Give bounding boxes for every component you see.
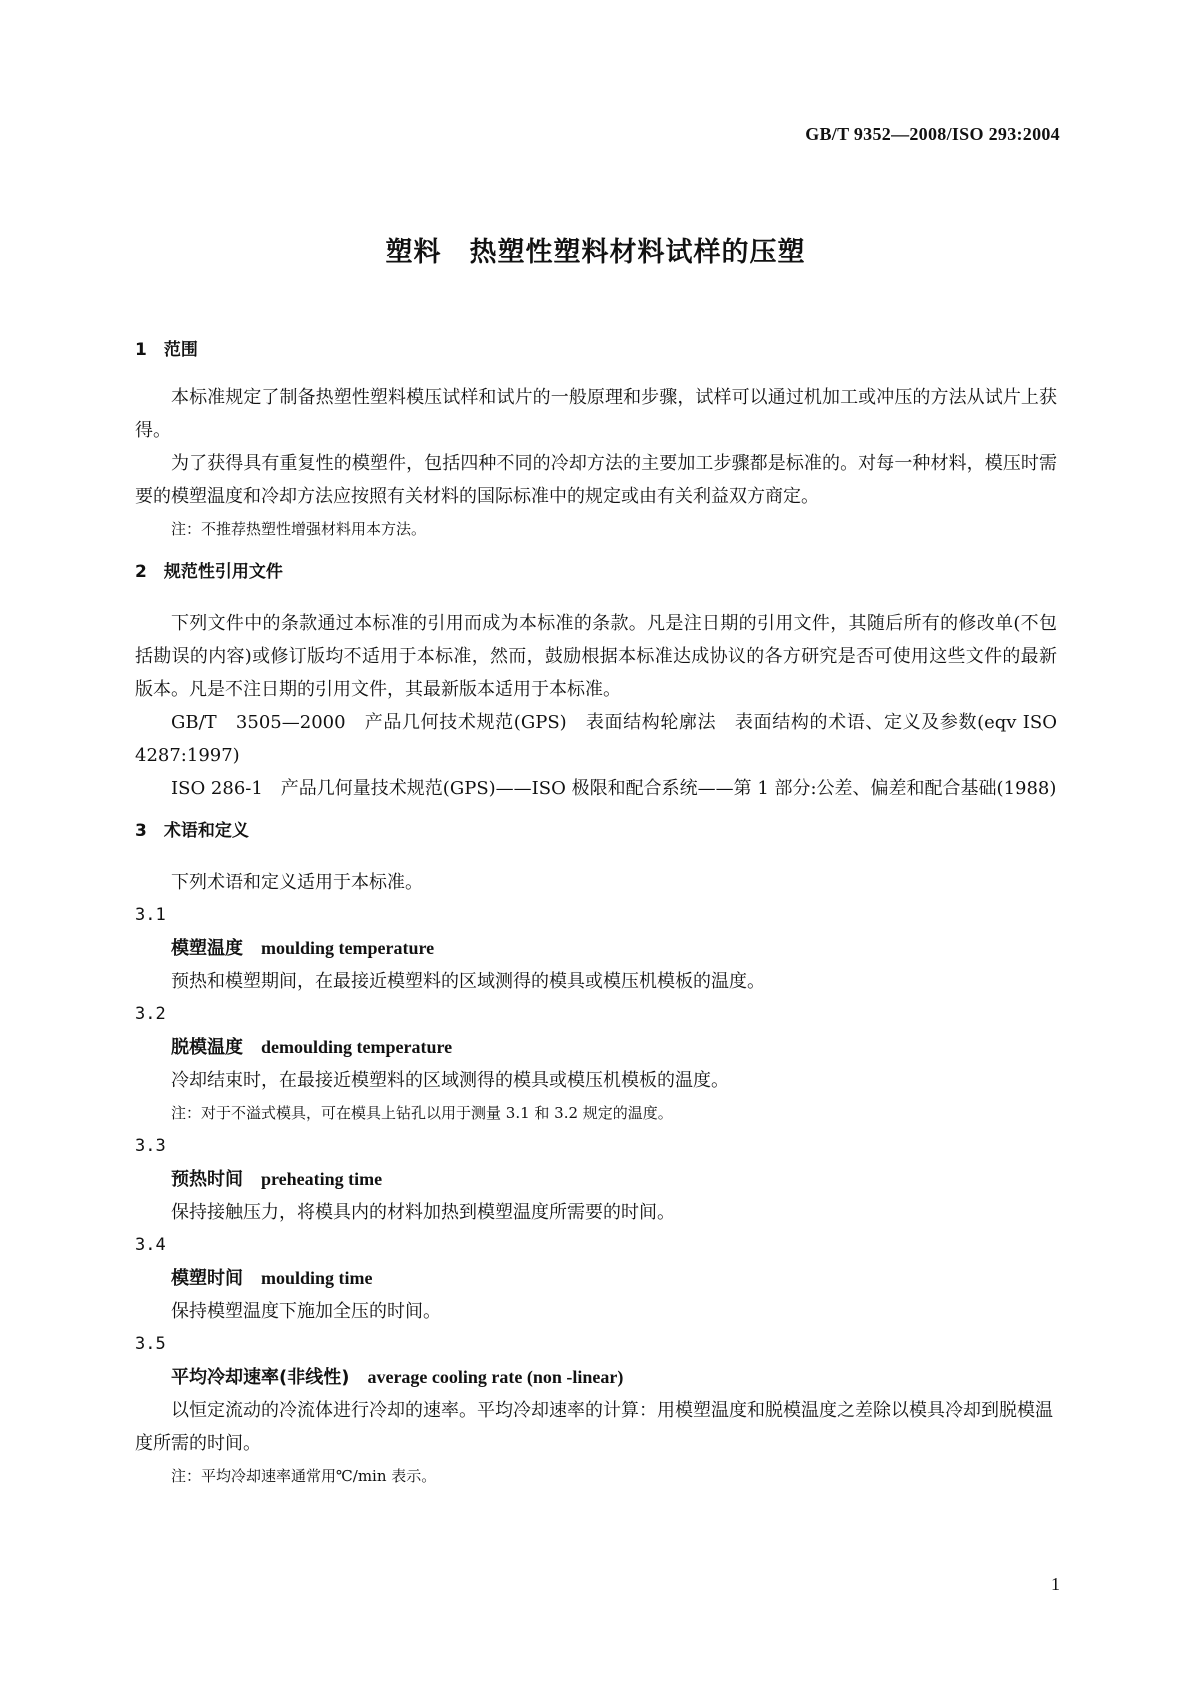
page-number: 1 bbox=[1051, 1574, 1060, 1594]
term-definition: 预热和模塑期间，在最接近模塑料的区域测得的模具或模压机模板的温度。 bbox=[171, 971, 765, 992]
term-name-en: moulding temperature bbox=[261, 938, 435, 958]
term-definition: 保持模塑温度下施加全压的时间。 bbox=[171, 1301, 441, 1322]
section-3-intro: 下列术语和定义适用于本标准。 bbox=[171, 872, 423, 893]
term-name-en: moulding time bbox=[261, 1268, 373, 1288]
term-number: 3.3 bbox=[135, 1136, 166, 1156]
term-note: 注：平均冷却速率通常用℃/min 表示。 bbox=[171, 1467, 437, 1485]
section-2-heading: 2 规范性引用文件 bbox=[135, 562, 283, 582]
section-1-paragraph-2: 为了获得具有重复性的模塑件，包括四种不同的冷却方法的主要加工步骤都是标准的。对每一种材料，模压时需要的模塑温度和冷却方法应按照有关材料的国际标准中的规定或由有关利益双方商定。 bbox=[135, 453, 1057, 507]
term-definition: 保持接触压力，将模具内的材料加热到模塑温度所需要的时间。 bbox=[171, 1202, 675, 1223]
section-1-heading: 1 范围 bbox=[135, 340, 198, 360]
term-note: 注：对于不溢式模具，可在模具上钻孔以用于测量 3.1 和 3.2 规定的温度。 bbox=[171, 1104, 673, 1122]
term-name bbox=[135, 932, 1057, 965]
section-3-heading: 3 术语和定义 bbox=[135, 821, 249, 841]
term-name-en: demoulding temperature bbox=[261, 1037, 453, 1057]
term-number: 3.5 bbox=[135, 1334, 166, 1354]
term-name bbox=[135, 1031, 1057, 1064]
document-body bbox=[135, 334, 1057, 1493]
term-name-cn: 脱模温度 bbox=[171, 1037, 243, 1058]
section-1-note: 注：不推荐热塑性增强材料用本方法。 bbox=[171, 520, 427, 538]
reference-gbt-3505: GB/T 3505—2000 产品几何技术规范(GPS) 表面结构轮廓法 表面结构的术语、定义及参数(eqv ISO 4287:1997) bbox=[135, 712, 1057, 766]
term-number: 3.1 bbox=[135, 905, 166, 925]
term-name-cn: 预热时间 bbox=[171, 1169, 243, 1190]
term-name-en: average cooling rate (non -linear) bbox=[367, 1367, 624, 1387]
term-name bbox=[135, 1361, 1057, 1394]
term-name-cn: 平均冷却速率(非线性) bbox=[171, 1367, 350, 1388]
term-number: 3.2 bbox=[135, 1004, 166, 1024]
section-1-paragraph-1: 本标准规定了制备热塑性塑料模压试样和试片的一般原理和步骤，试样可以通过机加工或冲压的方法从试片上获得。 bbox=[135, 387, 1057, 441]
term-name-cn: 模塑温度 bbox=[171, 938, 243, 959]
term-definition: 以恒定流动的冷流体进行冷却的速率。平均冷却速率的计算：用模塑温度和脱模温度之差除以模具冷却到脱模温度所需的时间。 bbox=[135, 1400, 1053, 1454]
term-number: 3.4 bbox=[135, 1235, 166, 1255]
term-name bbox=[135, 1262, 1057, 1295]
section-2-paragraph-1: 下列文件中的条款通过本标准的引用而成为本标准的条款。凡是注日期的引用文件，其随后所有的修改单(不包括勘误的内容)或修订版均不适用于本标准，然而，鼓励根据本标准达成协议的各方研究是否可使用这些文件的最新版本。凡是不注日期的引用文件，其最新版本适用于本标准。 bbox=[135, 613, 1057, 700]
term-name bbox=[135, 1163, 1057, 1196]
term-name-cn: 模塑时间 bbox=[171, 1268, 243, 1289]
document-title: 塑料 热塑性塑料材料试样的压塑 bbox=[385, 237, 806, 268]
standard-code: GB/T 9352—2008/ISO 293:2004 bbox=[805, 124, 1060, 144]
reference-iso-286-1: ISO 286-1 产品几何量技术规范(GPS)——ISO 极限和配合系统——第 1 部分:公差、偏差和配合基础(1988) bbox=[171, 778, 1057, 799]
term-name-en: preheating time bbox=[261, 1169, 383, 1189]
term-definition: 冷却结束时，在最接近模塑料的区域测得的模具或模压机模板的温度。 bbox=[171, 1070, 729, 1091]
